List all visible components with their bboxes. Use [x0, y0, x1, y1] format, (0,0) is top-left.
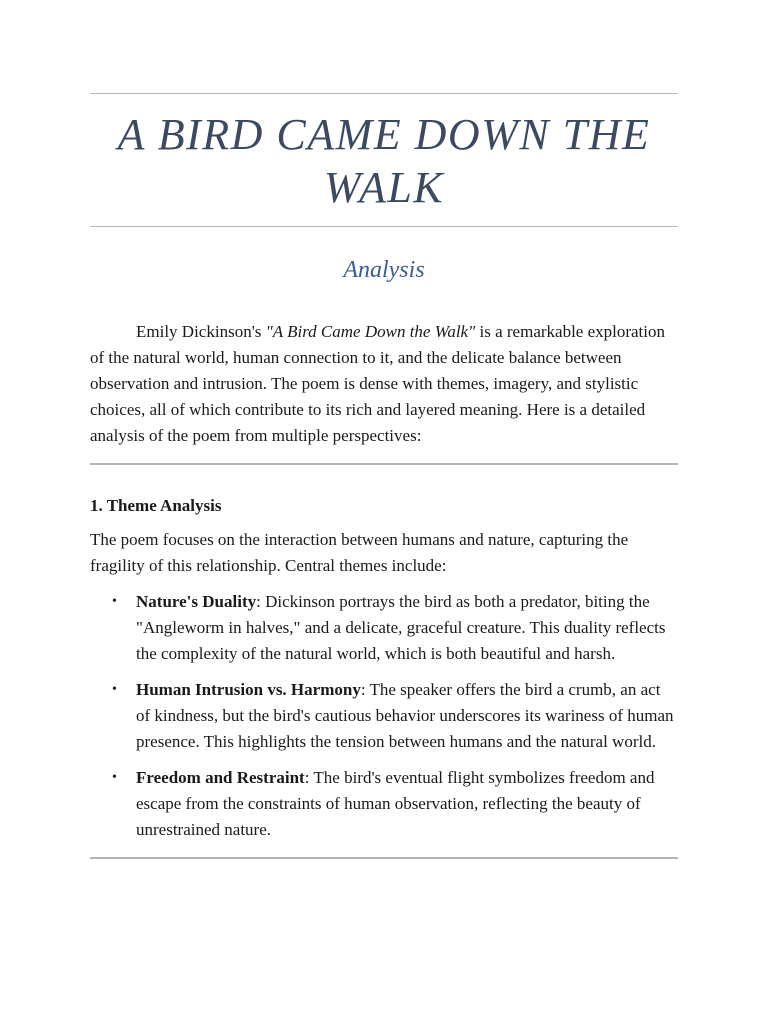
- list-item-term: Nature's Duality: [136, 592, 257, 611]
- theme-intro-paragraph: The poem focuses on the interaction between humans and nature, capturing the fragility of this relationship. Central themes include:: [90, 530, 629, 575]
- list-item: [90, 765, 678, 843]
- list-item-term: Human Intrusion vs. Harmony: [136, 680, 361, 699]
- section-divider-top: [90, 463, 678, 465]
- theme-list: [90, 589, 678, 843]
- list-item: [90, 589, 678, 667]
- bullet-icon: •: [112, 682, 117, 697]
- section-heading-theme-analysis: 1. Theme Analysis: [90, 496, 222, 515]
- list-item: [90, 677, 678, 755]
- bullet-icon: •: [112, 770, 117, 785]
- document-subtitle: Analysis: [343, 257, 425, 283]
- bullet-icon: •: [112, 594, 117, 609]
- intro-paragraph: [90, 319, 678, 449]
- list-item-text: : The bird's eventual flight symbolizes freedom and escape from the constraints of human observation, reflecting the beauty of unrestrained nature.: [136, 768, 655, 839]
- poem-title-reference: "A Bird Came Down the Walk": [265, 322, 476, 341]
- document-title: A BIRD CAME DOWN THE WALK: [117, 110, 651, 212]
- document-page: [90, 0, 678, 859]
- list-item-term: Freedom and Restraint: [136, 768, 305, 787]
- intro-lead: Emily Dickinson's: [136, 322, 266, 341]
- list-item-text: : The speaker offers the bird a crumb, an act of kindness, but the bird's cautious behavior underscores its wariness of human presence. This highlights the tension between humans and the natural world.: [136, 680, 674, 751]
- intro-rest: is a remarkable exploration of the natural world, human connection to it, and the delicate balance between observation and intrusion. The poem is dense with themes, imagery, and stylistic choices, all of which contribute to its rich and layered meaning. Here is a detailed analysis of the poem from multiple perspectives:: [90, 322, 666, 445]
- list-item-text: : Dickinson portrays the bird as both a predator, biting the "Angleworm in halves," and a delicate, graceful creature. This duality reflects the complexity of the natural world, which is both beautiful and harsh.: [136, 592, 666, 663]
- title-bottom-rule: [90, 226, 678, 227]
- section-divider-bottom: [90, 857, 678, 859]
